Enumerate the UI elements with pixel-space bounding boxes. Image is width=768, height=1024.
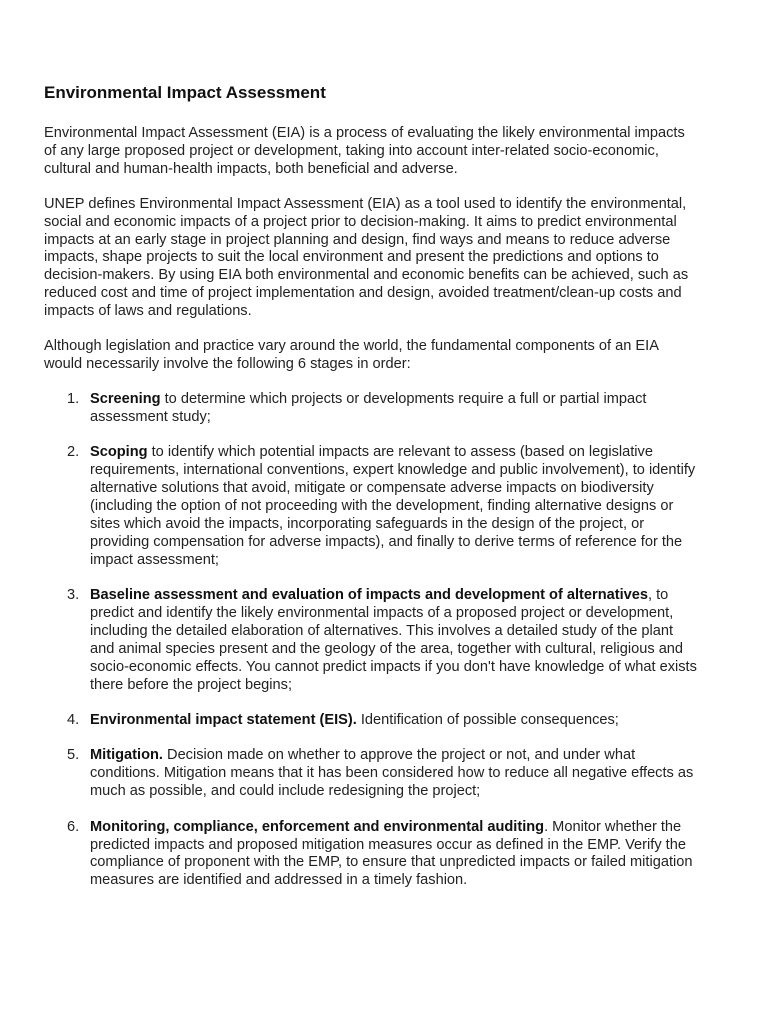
stage-term: Mitigation. <box>90 747 163 764</box>
stage-number: 1. <box>67 390 80 407</box>
stage-number: 6. <box>67 818 80 835</box>
stage-item-eis <box>44 712 698 730</box>
stage-item-scoping <box>44 444 698 569</box>
document-title: Environmental Impact Assessment <box>44 83 326 102</box>
stage-number: 5. <box>67 747 80 764</box>
stage-number: 4. <box>67 711 80 728</box>
stage-term: Screening <box>90 390 161 407</box>
stage-item-screening <box>44 391 698 427</box>
stage-term: Environmental impact statement (EIS). <box>90 711 357 728</box>
stage-description: to identify which potential impacts are relevant to assess (based on legislative requirements, international conventions, expert knowledge and public involvement), to identify alternative solutions that avoid, mitigate or compensate adverse impacts on biodiversity (including the option of not proceeding with the development, finding alternative designs or sites which avoid the impacts, incorporating safeguards in the design of the project, or providing compensation for adverse impacts), and finally to derive terms of reference for the impact assessment; <box>90 444 696 568</box>
stage-term: Monitoring, compliance, enforcement and environmental auditing <box>90 818 545 835</box>
intro-paragraph: Environmental Impact Assessment (EIA) is a process of evaluating the likely environmental impacts of any large proposed project or development, taking into account inter-related socio-economic, cultural and human-health impacts, both beneficial and adverse. <box>44 125 685 177</box>
stage-description: Decision made on whether to approve the project or not, and under what conditions. Mitigation means that it has been considered how to reduce all negative effects as much as possible, and could include redesigning the project; <box>90 747 694 800</box>
eia-stages-list <box>44 391 698 890</box>
stage-item-monitoring <box>44 819 698 891</box>
stages-intro-paragraph: Although legislation and practice vary around the world, the fundamental components of an EIA would necessarily involve the following 6 stages in order: <box>44 338 659 372</box>
stage-description: , to predict and identify the likely environmental impacts of a proposed project or development, including the detailed elaboration of alternatives. This involves a detailed study of the plant and animal species present and the geology of the area, together with cultural, religious and socio-economic effects. You cannot predict impacts if you don't have knowledge of what exists there before the project begins; <box>90 587 697 693</box>
stage-description: Identification of possible consequences; <box>356 711 619 728</box>
stage-item-baseline-assessment <box>44 587 698 694</box>
stage-description: to determine which projects or developments require a full or partial impact assessment study; <box>90 390 647 425</box>
stage-number: 3. <box>67 587 80 604</box>
stage-term: Scoping <box>90 444 148 461</box>
stage-item-mitigation <box>44 747 698 801</box>
unep-definition-paragraph: UNEP defines Environmental Impact Assessment (EIA) as a tool used to identify the environmental, social and economic impacts of a project prior to decision-making. It aims to predict environmental impacts at an early stage in project planning and design, find ways and means to reduce adverse impacts, shape projects to suit the local environment and present the predictions and options to decision-makers. By using EIA both environmental and economic benefits can be achieved, such as reduced cost and time of project implementation and design, avoided treatment/clean-up costs and impacts of laws and regulations. <box>44 195 689 320</box>
stage-description: . Monitor whether the predicted impacts and proposed mitigation measures occur as defined in the EMP. Verify the compliance of proponent with the EMP, to ensure that unpredicted impacts or failed mitigation measures are identified and addressed in a timely fashion. <box>90 818 693 889</box>
stage-number: 2. <box>67 444 80 461</box>
stage-term: Baseline assessment and evaluation of impacts and development of alternatives <box>90 587 648 604</box>
